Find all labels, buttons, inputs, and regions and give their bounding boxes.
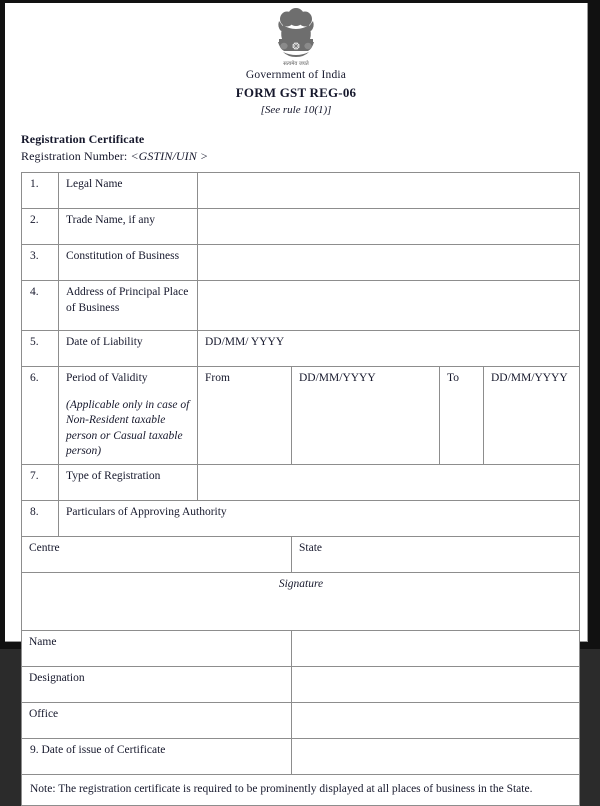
state-column-header: State: [292, 536, 580, 572]
registration-number-value: <GSTIN/UIN >: [130, 149, 209, 163]
government-line: Government of India: [245, 69, 347, 81]
period-applicability-note: (Applicable only in case of Non-Resident taxable person or Casual taxable person): [66, 398, 190, 458]
certificate-page: [5, 3, 588, 795]
signature-cell[interactable]: [22, 572, 580, 630]
certificate-note: Note: The registration certificate is required to be prominently displayed at all places of business in the State.: [22, 774, 580, 805]
table-row: [22, 173, 580, 209]
registration-details-table: [21, 172, 580, 806]
india-national-emblem-icon: [271, 7, 321, 69]
row-value-constitution[interactable]: [198, 245, 580, 281]
signatory-value-office[interactable]: [292, 702, 580, 738]
signatory-label-office: Office: [22, 702, 292, 738]
svg-text:सत्यमेव जयते: सत्यमेव जयते: [283, 61, 309, 67]
row-value-type-of-registration[interactable]: [198, 464, 580, 500]
row-serial: 1.: [22, 173, 59, 209]
table-row: [22, 630, 580, 666]
period-of-validity-label: Period of Validity: [66, 372, 148, 384]
validity-to-value[interactable]: DD/MM/YYYY: [484, 367, 580, 465]
row-value-legal-name[interactable]: [198, 173, 580, 209]
table-row-signature: [22, 572, 580, 630]
emblem-container: [5, 3, 587, 69]
row-label: Constitution of Business: [59, 245, 198, 281]
validity-from-label: From: [198, 367, 292, 465]
registration-header: [21, 132, 587, 164]
row-value-address[interactable]: [198, 281, 580, 331]
signatory-label-name: Name: [22, 630, 292, 666]
centre-column-header: Centre: [22, 536, 292, 572]
signatory-value-name[interactable]: [292, 630, 580, 666]
table-row: [22, 666, 580, 702]
form-title: FORM GST REG-06: [235, 85, 357, 100]
row-label: Address of Principal Place of Business: [59, 281, 198, 331]
table-row: [22, 464, 580, 500]
table-row-authority-columns: [22, 536, 580, 572]
row-serial: 8.: [22, 500, 59, 536]
table-row: [22, 245, 580, 281]
row-label-period-of-validity: [59, 367, 198, 465]
date-of-issue-value[interactable]: [292, 738, 580, 774]
table-row-approving-authority: [22, 500, 580, 536]
row-serial: 4.: [22, 281, 59, 331]
table-row-date-of-issue: [22, 738, 580, 774]
table-row: [22, 281, 580, 331]
table-row-period-of-validity: [22, 367, 580, 465]
table-row: [22, 702, 580, 738]
title-block: [5, 69, 587, 116]
approving-authority-label: Particulars of Approving Authority: [59, 500, 580, 536]
row-value-trade-name[interactable]: [198, 209, 580, 245]
registration-number-label: Registration Number:: [21, 149, 128, 163]
row-label: Trade Name, if any: [59, 209, 198, 245]
signatory-value-designation[interactable]: [292, 666, 580, 702]
validity-to-label: To: [440, 367, 484, 465]
rule-reference: [See rule 10(1)]: [260, 104, 332, 116]
table-row: [22, 331, 580, 367]
row-serial: 5.: [22, 331, 59, 367]
row-label: Type of Registration: [59, 464, 198, 500]
registration-number-line: [21, 149, 587, 164]
row-serial: 6.: [22, 367, 59, 465]
row-value-date-of-liability[interactable]: DD/MM/ YYYY: [198, 331, 580, 367]
row-serial: 3.: [22, 245, 59, 281]
signature-label: Signature: [278, 577, 324, 590]
table-row-note: [22, 774, 580, 805]
row-label: Date of Liability: [59, 331, 198, 367]
signatory-label-designation: Designation: [22, 666, 292, 702]
row-serial: 2.: [22, 209, 59, 245]
row-serial: 7.: [22, 464, 59, 500]
table-row: [22, 209, 580, 245]
row-label: Legal Name: [59, 173, 198, 209]
page-title: Registration Certificate: [21, 132, 145, 146]
date-of-issue-label: 9. Date of issue of Certificate: [22, 738, 292, 774]
validity-from-value[interactable]: DD/MM/YYYY: [292, 367, 440, 465]
